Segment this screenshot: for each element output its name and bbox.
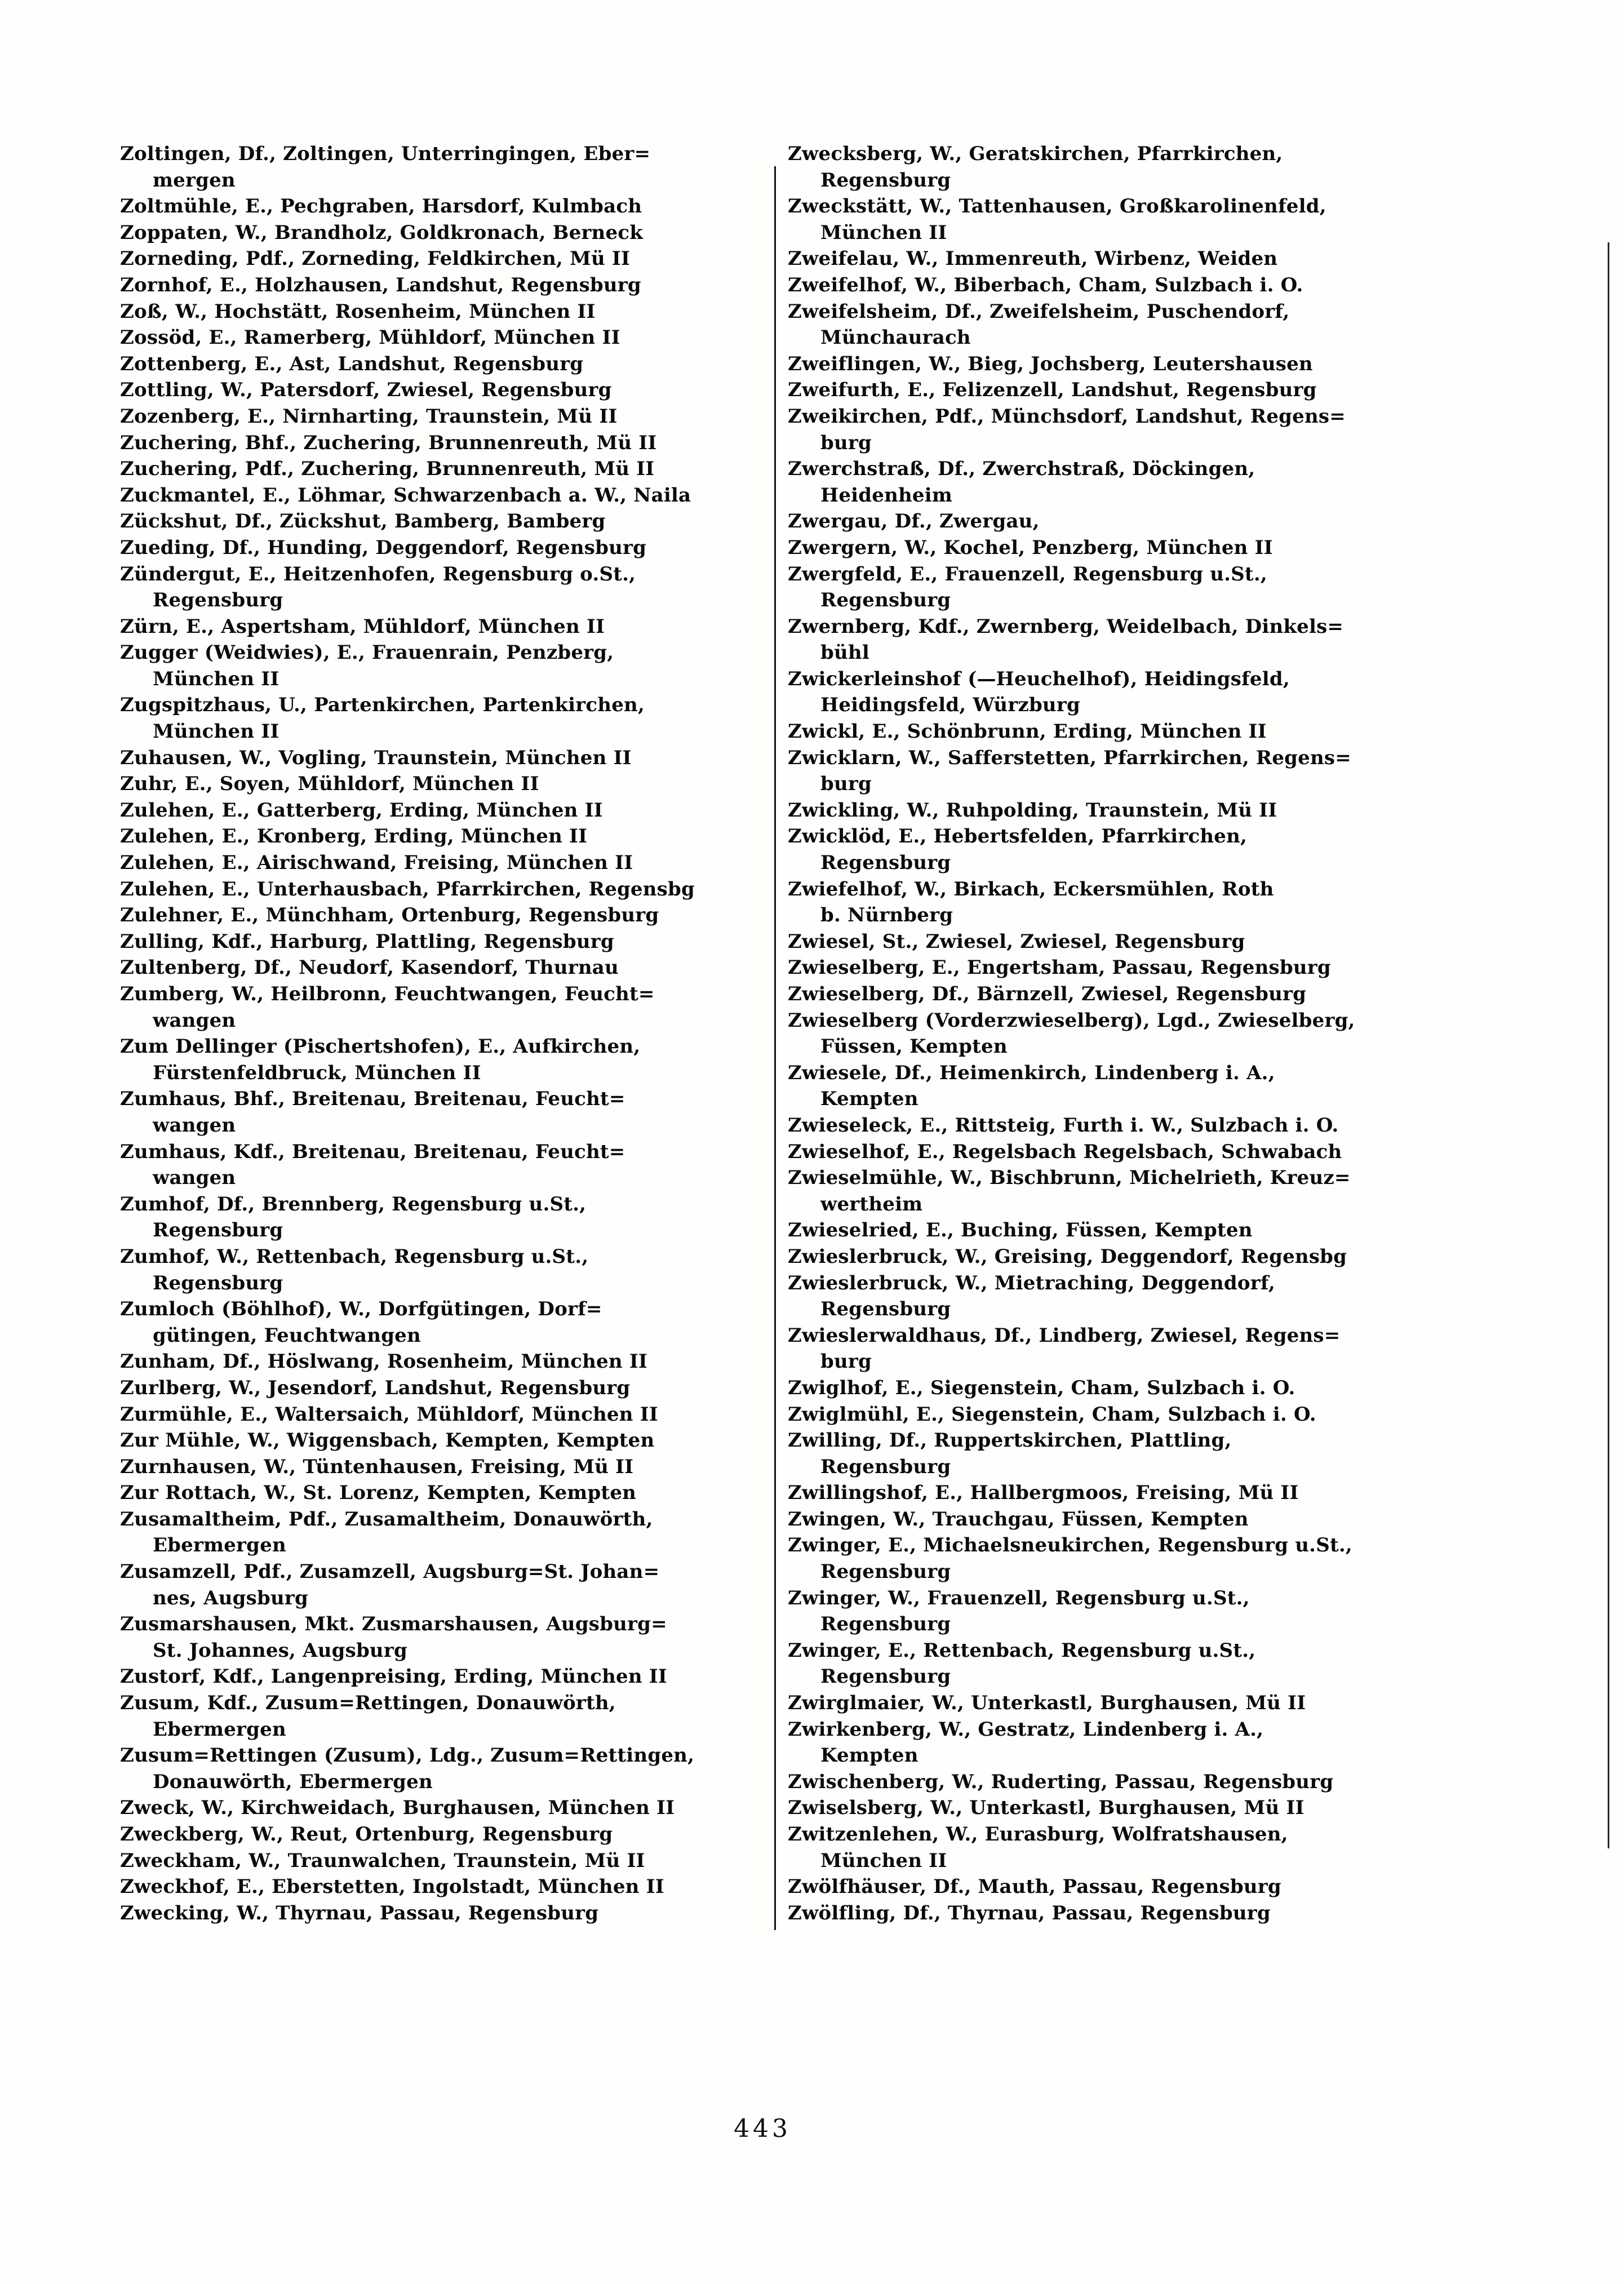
- entry: [788, 508, 1458, 535]
- entry: [788, 377, 1458, 403]
- entry-line-continuation: nes, Augsburg: [153, 1586, 308, 1609]
- entry: [788, 1217, 1458, 1244]
- entry: [120, 325, 774, 351]
- entry-line-continuation: Regensburg: [153, 1271, 283, 1294]
- entry-line: Zusum=Rettingen (Zusum), Ldg., Zusum=Rettingen,: [120, 1744, 695, 1767]
- entry-line: Zugger (Weidwies), E., Frauenrain, Penzberg,: [120, 641, 614, 664]
- entry: [120, 876, 774, 903]
- entry: [120, 692, 774, 744]
- entry: [788, 1506, 1458, 1533]
- entry: [120, 1191, 774, 1244]
- entry: [788, 1008, 1458, 1060]
- entry: [788, 1900, 1458, 1927]
- entry-line: Zumhof, Df., Brennberg, Regensburg u.St.,: [120, 1192, 587, 1216]
- entry-line-continuation: Regensburg: [820, 1665, 951, 1688]
- entry-line: Zweifelsheim, Df., Zweifelsheim, Puschendorf,: [788, 300, 1290, 323]
- entry-line: Zwergfeld, E., Frauenzell, Regensburg u.St.,: [788, 562, 1267, 586]
- entry-line-continuation: Ebermergen: [153, 1534, 286, 1557]
- entry: [120, 299, 774, 325]
- entry: [788, 614, 1458, 666]
- entry-line-continuation: mergen: [153, 168, 236, 192]
- entry-line: Zwernberg, Kdf., Zwernberg, Weidelbach, Dinkels=: [788, 615, 1344, 638]
- entry: [788, 1323, 1458, 1375]
- entry-line: Zürn, E., Aspertsham, Mühldorf, München II: [120, 615, 605, 638]
- entry-line: Zwieselried, E., Buching, Füssen, Kempten: [788, 1219, 1253, 1242]
- entry-line: Zwecksberg, W., Geratskirchen, Pfarrkirchen,: [788, 143, 1283, 165]
- entry-line: Zugspitzhaus, U., Partenkirchen, Partenkirchen,: [120, 694, 645, 717]
- entry-line: Zwirglmaier, W., Unterkastl, Burghausen, Mü II: [788, 1692, 1306, 1715]
- entry-line: Zustorf, Kdf., Langenpreising, Erding, München II: [120, 1665, 667, 1688]
- scan-artifact-line: [1608, 242, 1609, 1848]
- entry-line-continuation: Kempten: [820, 1744, 919, 1767]
- entry: [788, 823, 1458, 876]
- entry-line: Zwergau, Df., Zwergau,: [788, 510, 1040, 533]
- entry-line: Zwieslerwaldhaus, Df., Lindberg, Zwiesel, Regens=: [788, 1324, 1341, 1347]
- entry: [120, 430, 774, 456]
- entry-line-continuation: Regensburg: [153, 1219, 283, 1242]
- entry: [120, 850, 774, 876]
- entry-line: Zozenberg, E., Nirnharting, Traunstein, Mü II: [120, 405, 618, 428]
- entry-line-continuation: Regensburg: [820, 1298, 951, 1321]
- entry: [120, 377, 774, 403]
- entry-line: Zwieselberg, E., Engertsham, Passau, Regensburg: [788, 956, 1331, 979]
- entry-line: Zuckmantel, E., Löhmar, Schwarzenbach a. W., Naila: [120, 484, 691, 507]
- entry: [788, 1402, 1458, 1428]
- entry: [788, 1270, 1458, 1323]
- left-column: [120, 141, 774, 1926]
- entry: [788, 1165, 1458, 1217]
- entry-line-continuation: Fürstenfeldbruck, München II: [153, 1061, 481, 1084]
- entry-line: Zwergern, W., Kochel, Penzberg, München II: [788, 536, 1273, 559]
- entry: [788, 981, 1458, 1008]
- entry: [788, 246, 1458, 272]
- entry: [120, 456, 774, 482]
- entry-line: Zwillingshof, E., Hallbergmoos, Freising, Mü II: [788, 1482, 1299, 1505]
- entry-line: Zwicklöd, E., Hebertsfelden, Pfarrkirchen,: [788, 825, 1248, 848]
- entry-line-continuation: Regensburg: [153, 589, 283, 612]
- entry-line: Zuchering, Bhf., Zuchering, Brunnenreuth, Mü II: [120, 431, 657, 454]
- entry-line: Zuhausen, W., Vogling, Traunstein, München II: [120, 746, 632, 769]
- entry-line-continuation: burg: [820, 773, 872, 796]
- entry-line-continuation: bühl: [820, 641, 869, 664]
- entry: [788, 1060, 1458, 1112]
- entry: [788, 666, 1458, 719]
- entry-line: Zusamaltheim, Pdf., Zusamaltheim, Donauwörth,: [120, 1507, 653, 1531]
- entry-line-continuation: burg: [820, 1350, 872, 1373]
- entry-line: Zoß, W., Hochstätt, Rosenheim, München II: [120, 300, 596, 323]
- entry: [120, 1296, 774, 1349]
- entry: [788, 351, 1458, 378]
- entry: [120, 929, 774, 955]
- entry: [788, 1638, 1458, 1690]
- entry: [788, 1375, 1458, 1402]
- entry: [120, 1034, 774, 1086]
- entry: [120, 1244, 774, 1296]
- entry: [788, 1821, 1458, 1874]
- entry-line: Zumberg, W., Heilbronn, Feuchtwangen, Feucht=: [120, 983, 655, 1005]
- entry-line-continuation: München II: [153, 720, 279, 743]
- entry: [120, 508, 774, 535]
- entry-line: Zweckberg, W., Reut, Ortenburg, Regensburg: [120, 1823, 613, 1846]
- entry: [788, 1585, 1458, 1638]
- entry-line-continuation: gütingen, Feuchtwangen: [153, 1324, 421, 1347]
- entry: [788, 1244, 1458, 1270]
- entry-line-continuation: Ebermergen: [153, 1718, 286, 1741]
- entry-line: Zweckham, W., Traunwalchen, Traunstein, Mü II: [120, 1849, 645, 1872]
- entry: [120, 1480, 774, 1506]
- entry: [120, 902, 774, 929]
- entry-line: Zweck, W., Kirchweidach, Burghausen, München II: [120, 1797, 675, 1820]
- entry-line-continuation: Heidenheim: [820, 484, 953, 507]
- entry: [120, 1664, 774, 1690]
- entry-line: Zweikirchen, Pdf., Münchsdorf, Landshut, Regens=: [788, 405, 1346, 428]
- entry-line-continuation: burg: [820, 431, 872, 454]
- entry-line-continuation: Donauwörth, Ebermergen: [153, 1770, 433, 1793]
- entry: [120, 535, 774, 561]
- entry-line-continuation: Füssen, Kempten: [820, 1035, 1008, 1058]
- entry-line: Zwirkenberg, W., Gestratz, Lindenberg i. A.,: [788, 1718, 1264, 1741]
- entry: [788, 955, 1458, 981]
- entry-line: Zwiefelhof, W., Birkach, Eckersmühlen, Roth: [788, 877, 1274, 901]
- entry: [120, 823, 774, 850]
- entry: [788, 745, 1458, 797]
- entry-line: Zuhr, E., Soyen, Mühldorf, München II: [120, 773, 539, 796]
- entry-line: Zwischenberg, W., Ruderting, Passau, Regensburg: [788, 1770, 1334, 1793]
- entry-line-continuation: Regensburg: [820, 589, 951, 612]
- entry-line: Zusamzell, Pdf., Zusamzell, Augsburg=St. Johan=: [120, 1560, 660, 1584]
- entry-line: Zulehen, E., Kronberg, Erding, München II: [120, 825, 588, 848]
- entry-line-continuation: wangen: [153, 1114, 236, 1137]
- entry-line: Zweckhof, E., Eberstetten, Ingolstadt, München II: [120, 1875, 664, 1899]
- entry: [120, 561, 774, 614]
- entry: [120, 1427, 774, 1454]
- entry-line: Zornhof, E., Holzhausen, Landshut, Regensburg: [120, 273, 641, 296]
- entry: [788, 272, 1458, 299]
- entry-line: Zumhaus, Bhf., Breitenau, Breitenau, Feucht=: [120, 1088, 625, 1111]
- entry: [788, 719, 1458, 745]
- entry-line: Zwiselsberg, W., Unterkastl, Burghausen, Mü II: [788, 1797, 1304, 1820]
- entry-line: Zunham, Df., Höslwang, Rosenheim, München II: [120, 1350, 648, 1373]
- entry-line: Zwinger, E., Michaelsneukirchen, Regensburg u.St.,: [788, 1534, 1352, 1557]
- entry: [120, 1559, 774, 1611]
- entry-line: Zumhaus, Kdf., Breitenau, Breitenau, Feucht=: [120, 1140, 625, 1163]
- entry: [788, 193, 1458, 246]
- entry: [120, 745, 774, 771]
- entry-line: Zulling, Kdf., Harburg, Plattling, Regensburg: [120, 930, 614, 953]
- entry-line: Zoppaten, W., Brandholz, Goldkronach, Berneck: [120, 221, 643, 244]
- entry: [120, 193, 774, 220]
- entry: [788, 1717, 1458, 1769]
- entry: [788, 929, 1458, 955]
- entry-line: Zündergut, E., Heitzenhofen, Regensburg o.St.,: [120, 562, 636, 586]
- entry-line: Zurmühle, E., Waltersaich, Mühldorf, München II: [120, 1403, 658, 1426]
- entry-line: Zwilling, Df., Ruppertskirchen, Plattling,: [788, 1429, 1232, 1452]
- entry-line: Zwerchstraß, Df., Zwerchstraß, Döckingen,: [788, 458, 1255, 481]
- entry-line: Zusmarshausen, Mkt. Zusmarshausen, Augsburg=: [120, 1613, 667, 1636]
- entry-line: Zwieseleck, E., Rittsteig, Furth i. W., Sulzbach i. O.: [788, 1114, 1339, 1137]
- entry: [120, 1139, 774, 1191]
- entry: [120, 797, 774, 824]
- entry-line: Zum Dellinger (Pischertshofen), E., Aufkirchen,: [120, 1035, 641, 1058]
- entry-line: Zweifelau, W., Immenreuth, Wirbenz, Weiden: [788, 247, 1278, 270]
- entry: [120, 272, 774, 299]
- entry-line: Zwinger, E., Rettenbach, Regensburg u.St.,: [788, 1639, 1256, 1662]
- entry-line-continuation: St. Johannes, Augsburg: [153, 1639, 407, 1662]
- entry-line: Zottenberg, E., Ast, Landshut, Regensburg: [120, 352, 584, 375]
- entry-line: Zur Mühle, W., Wiggensbach, Kempten, Kempten: [120, 1429, 655, 1452]
- entry: [788, 876, 1458, 929]
- entry-line-continuation: Münchaurach: [820, 326, 971, 349]
- entry-line-continuation: wangen: [153, 1009, 236, 1032]
- entry-line: Zwiglmühl, E., Siegenstein, Cham, Sulzbach i. O.: [788, 1403, 1316, 1426]
- entry-line-continuation: Kempten: [820, 1088, 919, 1111]
- entry-line-continuation: Regensburg: [820, 1613, 951, 1636]
- entry-line: Zwingen, W., Trauchgau, Füssen, Kempten: [788, 1507, 1249, 1531]
- entry: [120, 1795, 774, 1821]
- entry-line: Zurlberg, W., Jesendorf, Landshut, Regensburg: [120, 1376, 631, 1399]
- entry-line: Zwieslerbruck, W., Greising, Deggendorf, Regensbg: [788, 1245, 1347, 1268]
- entry-line-continuation: München II: [153, 667, 279, 690]
- entry: [788, 1532, 1458, 1585]
- entry-line: Zumloch (Böhlhof), W., Dorfgütingen, Dorf=: [120, 1298, 602, 1321]
- entry: [788, 1769, 1458, 1795]
- entry: [788, 561, 1458, 614]
- entry-line: Zwieselmühle, W., Bischbrunn, Michelrieth, Kreuz=: [788, 1167, 1351, 1190]
- entry: [788, 456, 1458, 508]
- entry-line: Zuchering, Pdf., Zuchering, Brunnenreuth, Mü II: [120, 458, 655, 481]
- entry: [788, 141, 1458, 193]
- entry-line: Zwieselberg, Df., Bärnzell, Zwiesel, Regensburg: [788, 983, 1307, 1005]
- entry-line: Zweiflingen, W., Bieg, Jochsberg, Leutershausen: [788, 352, 1313, 375]
- entry-line: Zulehen, E., Unterhausbach, Pfarrkirchen, Regensbg: [120, 877, 695, 901]
- entry-line: Zwickl, E., Schönbrunn, Erding, München II: [788, 720, 1267, 743]
- entry-line: Zurnhausen, W., Tüntenhausen, Freising, Mü II: [120, 1455, 634, 1478]
- entry-line: Zorneding, Pdf., Zorneding, Feldkirchen, Mü II: [120, 247, 631, 270]
- entry: [120, 1900, 774, 1927]
- entry: [788, 1112, 1458, 1139]
- entry-line: Zweckstätt, W., Tattenhausen, Großkarolinenfeld,: [788, 195, 1326, 218]
- entry-line: Zwicklarn, W., Safferstetten, Pfarrkirchen, Regens=: [788, 746, 1351, 769]
- entry: [120, 981, 774, 1034]
- entry-line: Zwecking, W., Thyrnau, Passau, Regensburg: [120, 1901, 599, 1924]
- entry-line: Zottling, W., Patersdorf, Zwiesel, Regensburg: [120, 379, 612, 402]
- entry: [120, 1349, 774, 1375]
- entry: [788, 403, 1458, 456]
- entry: [120, 640, 774, 692]
- entry-line: Zur Rottach, W., St. Lorenz, Kempten, Kempten: [120, 1482, 637, 1505]
- entry-line: Zweifelhof, W., Biberbach, Cham, Sulzbach i. O.: [788, 273, 1303, 296]
- entry-line: Zwieselberg (Vorderzwieselberg), Lgd., Zwieselberg,: [788, 1009, 1355, 1032]
- entry-line: Zossöd, E., Ramerberg, Mühldorf, München II: [120, 326, 620, 349]
- entry: [788, 299, 1458, 351]
- entry: [120, 1611, 774, 1664]
- entry-line: Zweifurth, E., Felizenzell, Landshut, Regensburg: [788, 379, 1317, 402]
- entry-line: Zoltmühle, E., Pechgraben, Harsdorf, Kulmbach: [120, 195, 642, 218]
- entry-line-continuation: wertheim: [820, 1192, 923, 1216]
- entry-line: Zwinger, W., Frauenzell, Regensburg u.St.,: [788, 1586, 1250, 1609]
- entry: [120, 1454, 774, 1480]
- entry: [788, 1690, 1458, 1717]
- entry: [788, 1427, 1458, 1480]
- entry-line: Zwiesel, St., Zwiesel, Zwiesel, Regensburg: [788, 930, 1245, 953]
- entry: [120, 246, 774, 272]
- entry: [788, 1139, 1458, 1165]
- entry-line: Zusum, Kdf., Zusum=Rettingen, Donauwörth,: [120, 1692, 616, 1715]
- entry: [120, 1874, 774, 1900]
- entry: [120, 771, 774, 797]
- entry-line-continuation: München II: [820, 221, 947, 244]
- entry: [120, 1402, 774, 1428]
- entry-line: Zulehen, E., Gatterberg, Erding, München II: [120, 799, 603, 822]
- entry-line-continuation: Regensburg: [820, 851, 951, 875]
- entry-line-continuation: Regensburg: [820, 1455, 951, 1478]
- entry: [788, 797, 1458, 824]
- entry: [120, 141, 774, 193]
- entry-line: Zwickling, W., Ruhpolding, Traunstein, Mü II: [788, 799, 1277, 822]
- entry-line: Zueding, Df., Hunding, Deggendorf, Regensburg: [120, 536, 647, 559]
- entry-line: Zulehen, E., Airischwand, Freising, München II: [120, 851, 633, 875]
- entry-line-continuation: Regensburg: [820, 1560, 951, 1584]
- entry: [788, 1874, 1458, 1900]
- entry: [120, 1742, 774, 1795]
- entry: [120, 1821, 774, 1848]
- entry-line-continuation: b. Nürnberg: [820, 904, 953, 927]
- entry: [120, 1375, 774, 1402]
- entry: [120, 220, 774, 246]
- entry: [120, 955, 774, 981]
- entry-line: Zultenberg, Df., Neudorf, Kasendorf, Thurnau: [120, 956, 619, 979]
- entry-line: Zwitzenlehen, W., Eurasburg, Wolfratshausen,: [788, 1823, 1288, 1846]
- entry-line: Zückshut, Df., Zückshut, Bamberg, Bamberg: [120, 510, 606, 533]
- entry-line-continuation: Heidingsfeld, Würzburg: [820, 694, 1080, 717]
- entry-line: Zwickerleinshof (—Heuchelhof), Heidingsfeld,: [788, 667, 1290, 690]
- entry-line: Zulehner, E., Münchham, Ortenburg, Regensburg: [120, 904, 659, 927]
- entry: [788, 1795, 1458, 1821]
- entry-line: Zwiesele, Df., Heimenkirch, Lindenberg i. A.,: [788, 1061, 1275, 1084]
- right-column: [788, 141, 1458, 1926]
- entry: [120, 1506, 774, 1559]
- column-divider-rule: [774, 166, 776, 1930]
- page-number: 443: [734, 2114, 791, 2143]
- entry-line: Zwieslerbruck, W., Mietraching, Deggendorf,: [788, 1271, 1276, 1294]
- entry-line-continuation: wangen: [153, 1167, 236, 1190]
- entry: [120, 1690, 774, 1742]
- entry: [788, 1480, 1458, 1506]
- entry-line-continuation: Regensburg: [820, 168, 951, 192]
- entry: [120, 614, 774, 640]
- entry: [120, 482, 774, 509]
- entry-line: Zoltingen, Df., Zoltingen, Unterringingen, Eber=: [120, 143, 651, 165]
- entry-line: Zwölfhäuser, Df., Mauth, Passau, Regensburg: [788, 1875, 1281, 1899]
- entry: [788, 535, 1458, 561]
- entry-line: Zwiglhof, E., Siegenstein, Cham, Sulzbach i. O.: [788, 1376, 1295, 1399]
- entry: [120, 403, 774, 430]
- entry: [120, 1848, 774, 1874]
- entry: [120, 1086, 774, 1138]
- entry-line-continuation: München II: [820, 1849, 947, 1872]
- entry-line: Zwölfling, Df., Thyrnau, Passau, Regensburg: [788, 1901, 1271, 1924]
- entry-line: Zwieselhof, E., Regelsbach Regelsbach, Schwabach: [788, 1140, 1342, 1163]
- entry: [120, 351, 774, 378]
- entry-line: Zumhof, W., Rettenbach, Regensburg u.St.,: [120, 1245, 589, 1268]
